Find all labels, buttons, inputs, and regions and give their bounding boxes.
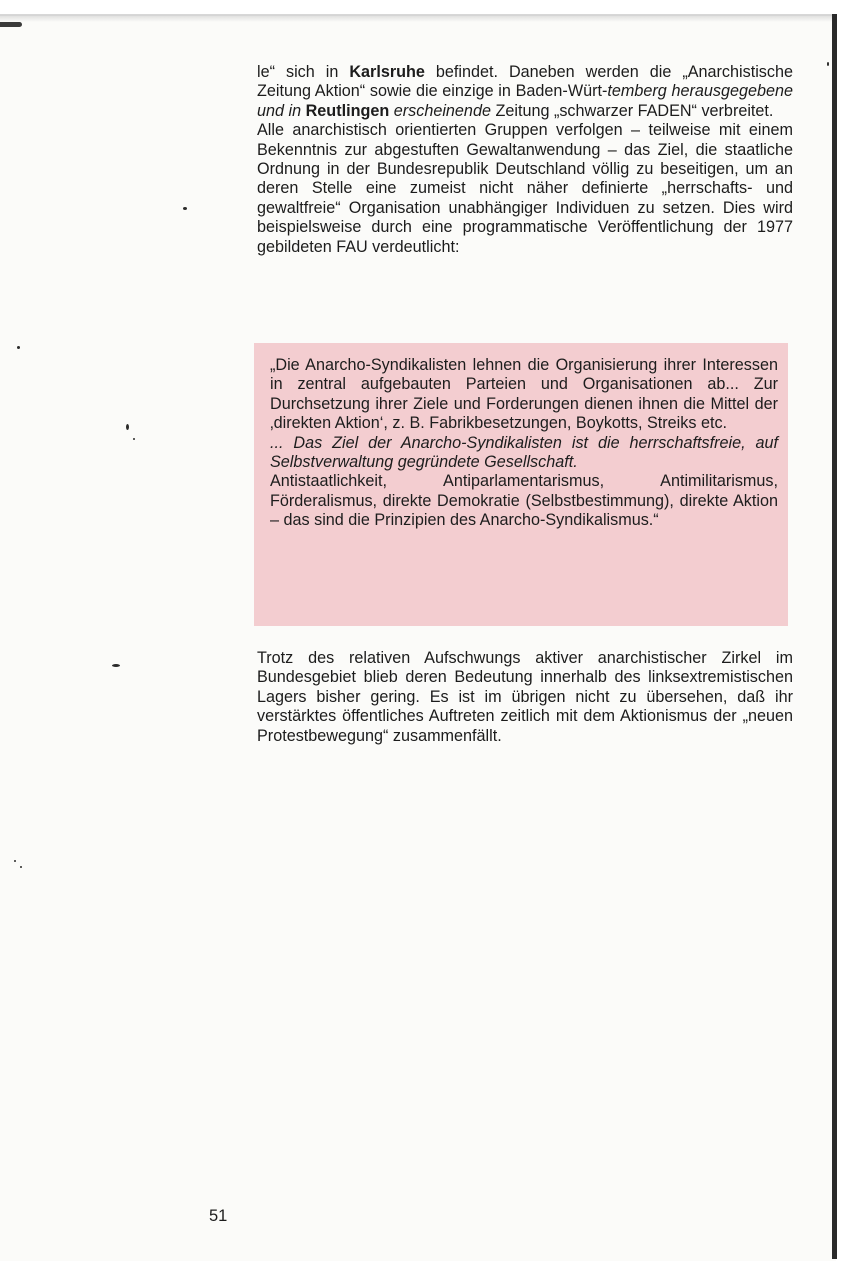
scan-speck xyxy=(112,664,120,667)
page-number: 51 xyxy=(209,1207,228,1225)
scan-speck xyxy=(183,207,187,210)
body-text-bottom xyxy=(257,649,793,746)
intro-text: le“ sich in xyxy=(257,63,350,81)
quote-paragraph-3: Antistaatlichkeit, Antiparlamentarismus, Antimilitarismus, Förderalismus, direkte Demokratie (Selbstbestimmung), direkte Aktion – das sind die Prinzipien des Anarcho-Syndikalismus.“ xyxy=(270,472,778,530)
top-shadow xyxy=(0,14,836,22)
place-reutlingen: Reutlingen xyxy=(305,101,390,120)
scan-speck xyxy=(126,424,129,430)
intro-text: befindet. Daneben werden die „Anarchistische Zeitung Aktion“ sowie die einzige in Baden-Würt- xyxy=(257,63,793,101)
scan-speck xyxy=(20,866,22,868)
intro-text-italic: temberg herausgegebene und in xyxy=(257,82,794,120)
body-text-top xyxy=(257,63,793,257)
intro-text: Zeitung „schwarzer FADEN“ verbreitet. xyxy=(495,101,774,120)
intro-text-italic: erscheinende xyxy=(389,101,491,120)
fau-quote xyxy=(270,356,778,531)
goal-paragraph: Alle anarchistisch orientierten Gruppen verfolgen – teilweise mit einem Bekenntnis zur abgestuften Gewaltanwendung – das Ziel, die staatliche Ordnung in der Bundesrepublik Deutschland völlig zu beseitigen, um an deren Stelle eine zumeist nicht näher definierte „herrschafts- und gewaltfreie“ Organisation unabhängiger Individuen zu setzen. Dies wird beispielsweise durch eine programmatische Veröffentlichung der 1977 gebildeten FAU verdeutlicht: xyxy=(257,121,793,256)
scan-speck xyxy=(133,438,135,440)
intro-paragraph xyxy=(257,63,793,121)
corner-mark xyxy=(0,22,22,27)
quote-paragraph-2: ... Das Ziel der Anarcho-Syndikalisten ist die herrschaftsfreie, auf Selbstverwaltung gegründete Gesellschaft. xyxy=(270,433,778,472)
place-karlsruhe: Karlsruhe xyxy=(349,63,425,81)
conclusion-paragraph: Trotz des relativen Aufschwungs aktiver anarchistischer Zirkel im Bundesgebiet blieb deren Bedeutung innerhalb des linksextremistischen Lagers bisher gering. Es ist im übrigen nicht zu übersehen, daß ihr verstärktes öffentliches Auftreten zeitlich mit dem Aktionismus der „neuen Protestbewegung“ zusammenfällt. xyxy=(257,649,793,745)
scan-speck xyxy=(17,346,20,349)
scan-speck xyxy=(827,62,829,66)
scan-speck xyxy=(14,860,16,862)
quote-paragraph-1: „Die Anarcho-Syndikalisten lehnen die Organisierung ihrer Interessen in zentral aufgebauten Parteien und Organisationen ab... Zur Durchsetzung ihrer Ziele und Forderungen dienen ihnen die Mittel der ‚direkten Aktion‘, z. B. Fabrikbesetzungen, Boykotts, Streiks etc. xyxy=(270,356,778,433)
page-right-edge xyxy=(832,14,837,1259)
